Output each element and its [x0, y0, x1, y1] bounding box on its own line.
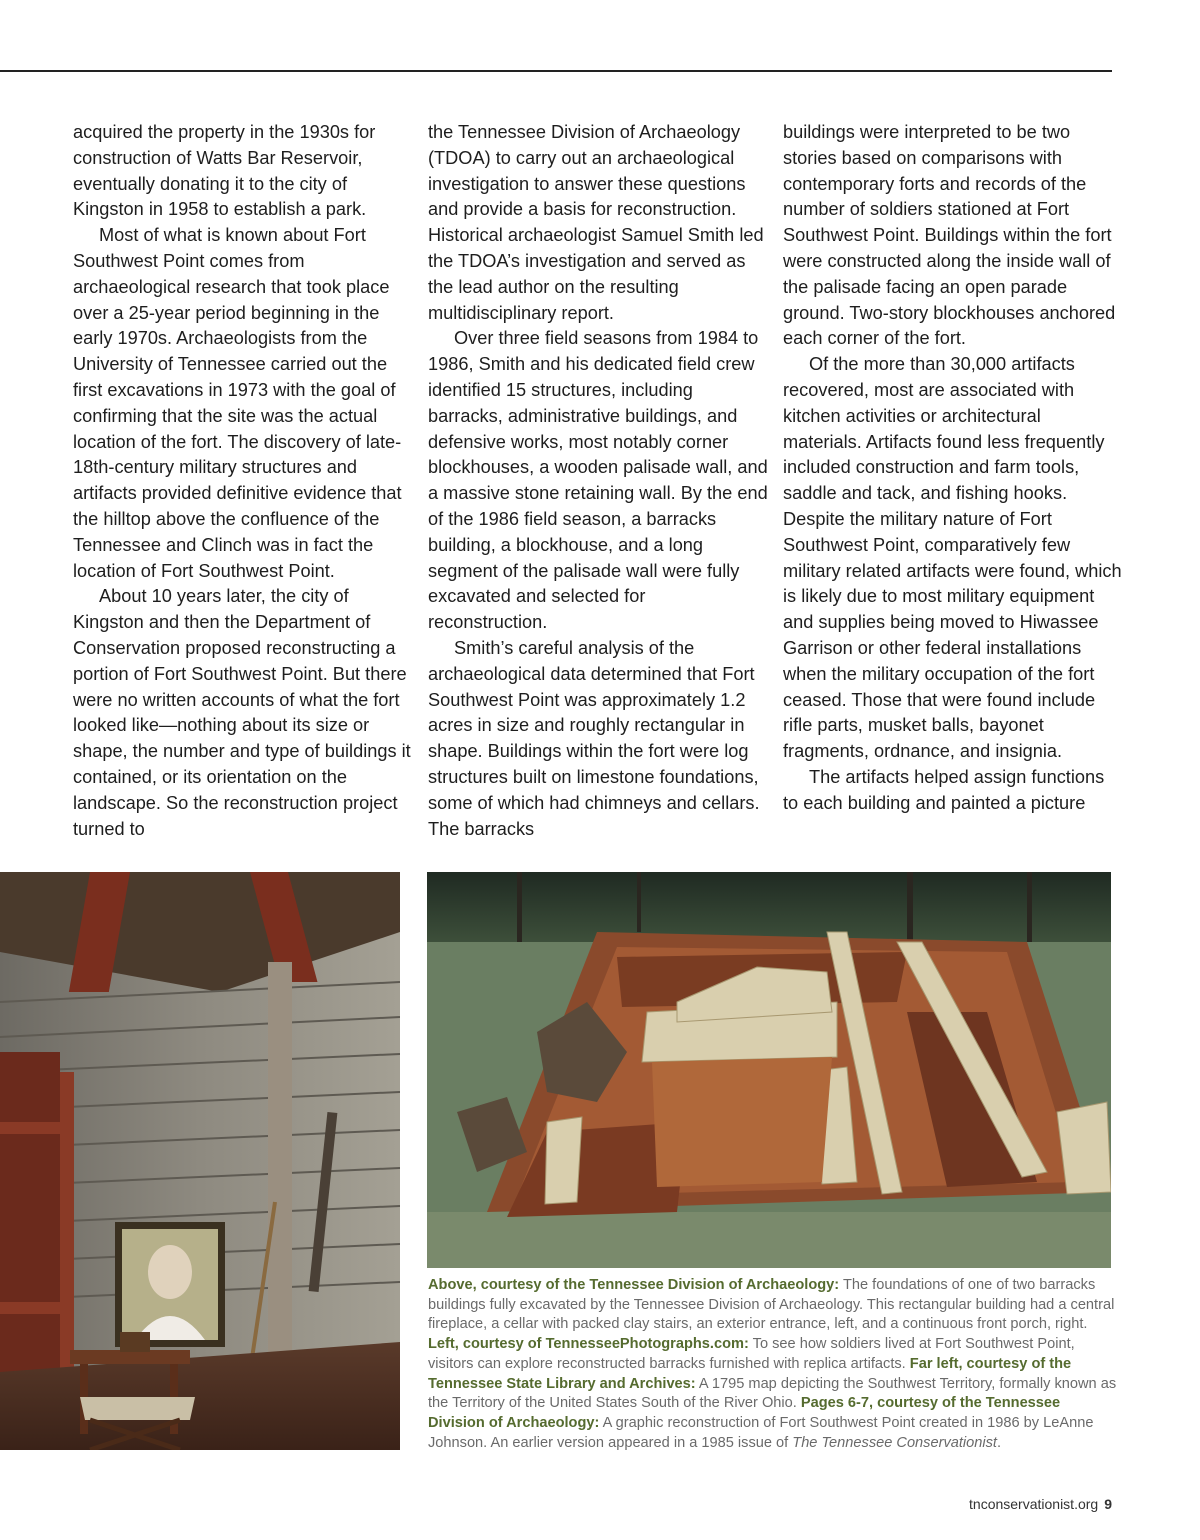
paragraph: Most of what is known about Fort Southwest Point comes from archaeological research that took place over a 25-year period beginning in the early 1970s. Archaeologists from the University of Tennessee carried out the first excavations in 1973 with the goal of confirming that the site was the actual location of the fort. The discovery of late-18th-century military structures and artifacts provided definitive evidence that the hilltop above the confluence of the Tennessee and Clinch was in fact the location of Fort Southwest Point. — [73, 225, 402, 581]
caption-text: . — [997, 1434, 1002, 1451]
paragraph: buildings were interpreted to be two stories based on comparisons with contemporary forts and records of the number of soldiers stationed at Fort Southwest Point. Buildings within the fort were constructed along the inside wall of the palisade facing an open parade ground. Two-story blockhouses anchored each corner of the fort. — [783, 122, 1116, 349]
footer-site-url: tnconservationist.org — [969, 1496, 1099, 1512]
caption-text: A 1795 map depicting the Southwest Territory, formally known as the Territory of the United States South of the River Ohio. — [428, 1375, 1117, 1412]
caption-text: To see how soldiers lived at Fort Southwest Point, visitors can explore reconstructed barracks furnished with replica artifacts. — [428, 1336, 1075, 1372]
excavation-photo — [427, 872, 1111, 1268]
caption-credit: Above, courtesy of the Tennessee Division of Archaeology: — [428, 1277, 840, 1293]
caption-text: A graphic reconstruction of Fort Southwest Point created in 1986 by LeAnne Johnson. An earlier version appeared in a 1985 issue of — [428, 1414, 1094, 1451]
page-number: 9 — [1104, 1496, 1112, 1512]
caption-publication-title: The Tennessee Conservationist — [792, 1434, 997, 1451]
top-rule — [0, 70, 1112, 72]
photo-caption — [428, 1276, 1118, 1453]
paragraph: Over three field seasons from 1984 to 1986, Smith and his dedicated field crew identified 15 structures, including barracks, administrative buildings, and defensive works, most notably corner blockhouses, a wooden palisade wall, and a massive stone retaining wall. By the end of the 1986 field season, a barracks building, a blockhouse, and a long segment of the palisade wall were fully excavated and selected for reconstruction. — [428, 328, 768, 633]
paragraph: Of the more than 30,000 artifacts recovered, most are associated with kitchen activities or architectural materials. Artifacts found less frequently included construction and farm tools, saddle and tack, and fishing hooks. Despite the military nature of Fort Southwest Point, comparatively few military related artifacts were found, which is likely due to most military equipment and supplies being moved to Hiwassee Garrison or other federal installations when the military occupation of the fort ceased. Those that were found include rifle parts, musket balls, bayonet fragments, ordnance, and insignia. — [783, 354, 1122, 762]
text-column-2 — [428, 120, 768, 842]
barracks-interior-photo — [0, 872, 400, 1450]
paragraph: The artifacts helped assign functions to each building and painted a picture — [783, 766, 1105, 813]
caption-credit: Pages 6-7, courtesy of the Tennessee Division of Archaeology: — [428, 1395, 1061, 1431]
paragraph: About 10 years later, the city of Kingston and then the Department of Conservation proposed reconstructing a portion of Fort Southwest Point. But there were no written accounts of what the fort looked like—nothing about its size or shape, the number and type of buildings it contained, or its orientation on the landscape. So the reconstruction project turned to — [73, 586, 411, 839]
paragraph: Smith’s careful analysis of the archaeological data determined that Fort Southwest Point was approximately 1.2 acres in size and roughly rectangular in shape. Buildings within the fort were log structures built on limestone foundations, some of which had chimneys and cellars. The barracks — [428, 637, 760, 839]
text-column-1 — [73, 120, 413, 842]
paragraph: acquired the property in the 1930s for construction of Watts Bar Reservoir, eventually donating it to the city of Kingston in 1958 to establish a park. — [73, 122, 376, 220]
caption-text: The foundations of one of two barracks buildings fully excavated by the Tennessee Division of Archaeology. This rectangular building had a central fireplace, a cellar with packed clay stairs, an exterior entrance, left, and a continuous front porch, right. — [428, 1277, 1115, 1333]
caption-credit: Left, courtesy of TennesseePhotographs.com: — [428, 1336, 749, 1353]
paragraph: the Tennessee Division of Archaeology (TDOA) to carry out an archaeological investigation to answer these questions and provide a basis for reconstruction. Historical archaeologist Samuel Smith led the TDOA’s investigation and served as the lead author on the resulting multidisciplinary report. — [428, 122, 764, 323]
page-footer — [969, 1496, 1112, 1512]
caption-credit: Far left, courtesy of the Tennessee State Library and Archives: — [428, 1355, 1072, 1392]
text-column-3 — [783, 120, 1123, 817]
